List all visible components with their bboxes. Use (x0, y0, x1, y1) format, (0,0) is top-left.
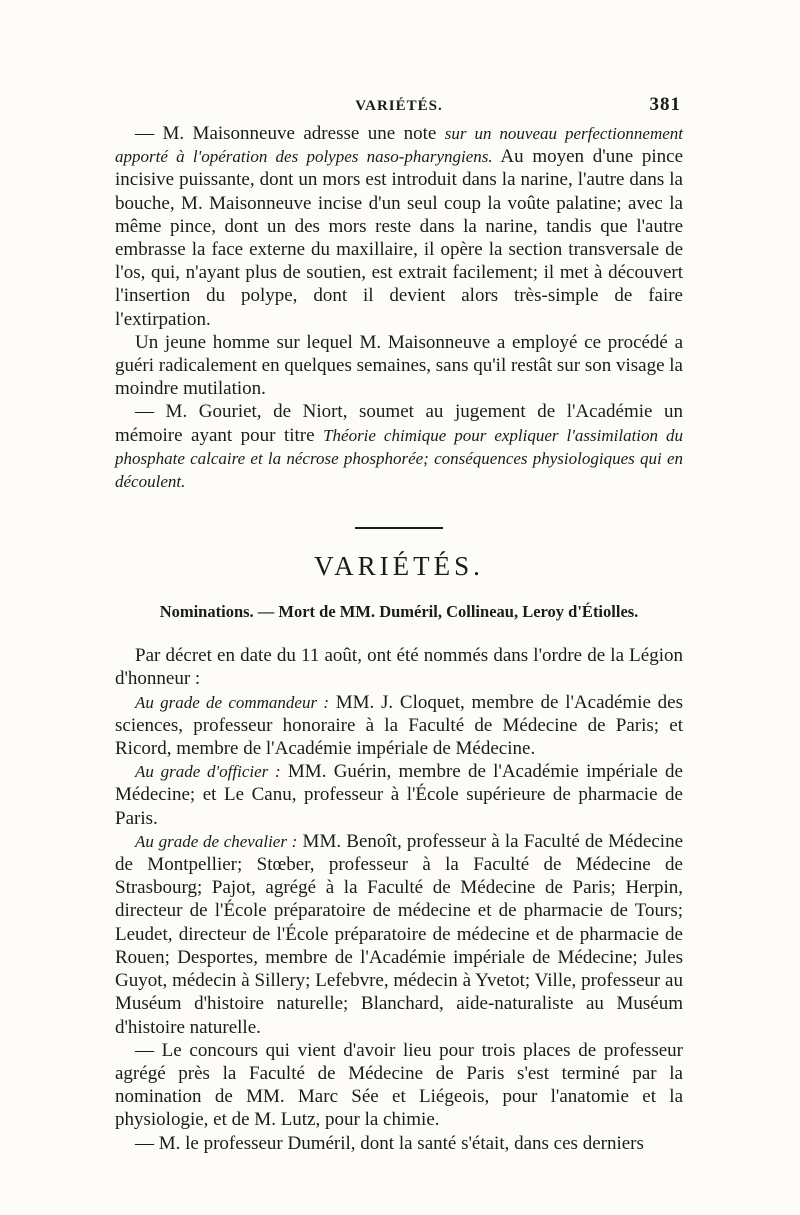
running-head (115, 92, 683, 118)
paragraph-concours: — Le concours qui vient d'avoir lieu pour trois places de professeur agrégé près la Faculté de Médecine de Paris s'est terminé par la nomination de MM. Marc Sée et Liégeois, pour l'anatomie et la physiologie, et de M. Lutz, pour la chimie. (115, 1039, 683, 1131)
page (115, 92, 683, 1155)
paragraph-gouriet: — M. Gouriet, de Niort, soumet au jugement de l'Académie un mémoire ayant pour titre Théorie chimique pour expliquer l'assimilation du phosphate calcaire et la nécrose phosphorée; conséquences physiologiques qui en découlent. (115, 401, 683, 492)
memoir-title: Théorie chimique pour expliquer l'assimilation du phosphate calcaire et la nécrose phosphorée; conséquences physiologiques qui en découlent. (115, 425, 683, 492)
section-divider (355, 527, 443, 529)
section-title: VARIÉTÉS. (314, 551, 484, 582)
paragraph-patient: Un jeune homme sur lequel M. Maisonneuve a employé ce procédé a guéri radicalement en quelques semaines, sans qu'il restât sur son visage la moindre mutilation. (115, 331, 683, 400)
grade-label: Au grade de chevalier : (135, 831, 298, 851)
paragraph-commandeur: Au grade de commandeur : MM. J. Cloquet, membre de l'Académie des sciences, professeur honoraire à la Faculté de Médecine de Paris; et Ricord, membre de l'Académie impériale de Médecine. (115, 691, 683, 760)
paragraph-decree: Par décret en date du 11 août, ont été nommés dans l'ordre de la Légion d'honneur : (115, 645, 683, 690)
paragraph-officier: Au grade d'officier : MM. Guérin, membre de l'Académie impériale de Médecine; et Le Canu, professeur à l'École supérieure de pharmacie de Paris. (115, 761, 683, 829)
grade-label: Au grade de commandeur : (135, 692, 329, 712)
paragraph-dumeril: — M. le professeur Duméril, dont la santé s'était, dans ces derniers (135, 1132, 644, 1154)
section-subtitle: Nominations. — Mort de MM. Duméril, Collineau, Leroy d'Étiolles. (159, 602, 639, 622)
paragraph-maisonneuve: — M. Maisonneuve adresse une note sur un nouveau perfectionnement apporté à l'opération des polypes naso-pharyngiens. Au moyen d'une pince incisive puissante, dont un mors est introduit dans la narine, l'autre dans la bouche, M. Maisonneuve incise d'un seul coup la voûte palatine; avec la même pince, dont un des mors reste dans la narine, tandis que l'autre embrasse la face externe du maxillaire, il opère la section transversale de l'os, qui, n'ayant plus de soutien, est extrait facilement; il met à découvert l'insertion du polype, dont il devient alors très-simple de faire l'extirpation. (115, 123, 684, 330)
note-title: sur un nouveau perfectionnement apporté à l'opération des polypes naso-pharyngiens. (115, 124, 683, 167)
running-head-title: VARIÉTÉS. (355, 98, 443, 114)
page-number: 381 (649, 94, 681, 115)
grade-label: Au grade d'officier : (135, 762, 281, 782)
paragraph-chevalier: Au grade de chevalier : MM. Benoît, professeur à la Faculté de Médecine de Montpellier; Stœber, professeur à la Faculté de Médecine de Strasbourg; Pajot, agrégé à la Faculté de Médecine de Paris; Herpin, directeur de l'École préparatoire de médecine et de pharmacie de Tours; Leudet, directeur de l'École préparatoire de médecine et de pharmacie de Rouen; Desportes, membre de l'Académie impériale de Médecine; Jules Guyot, médecin à Sillery; Lefebvre, médecin à Yvetot; Ville, professeur au Muséum d'histoire naturelle; Blanchard, aide-naturaliste au Muséum d'histoire naturelle. (115, 830, 684, 1038)
